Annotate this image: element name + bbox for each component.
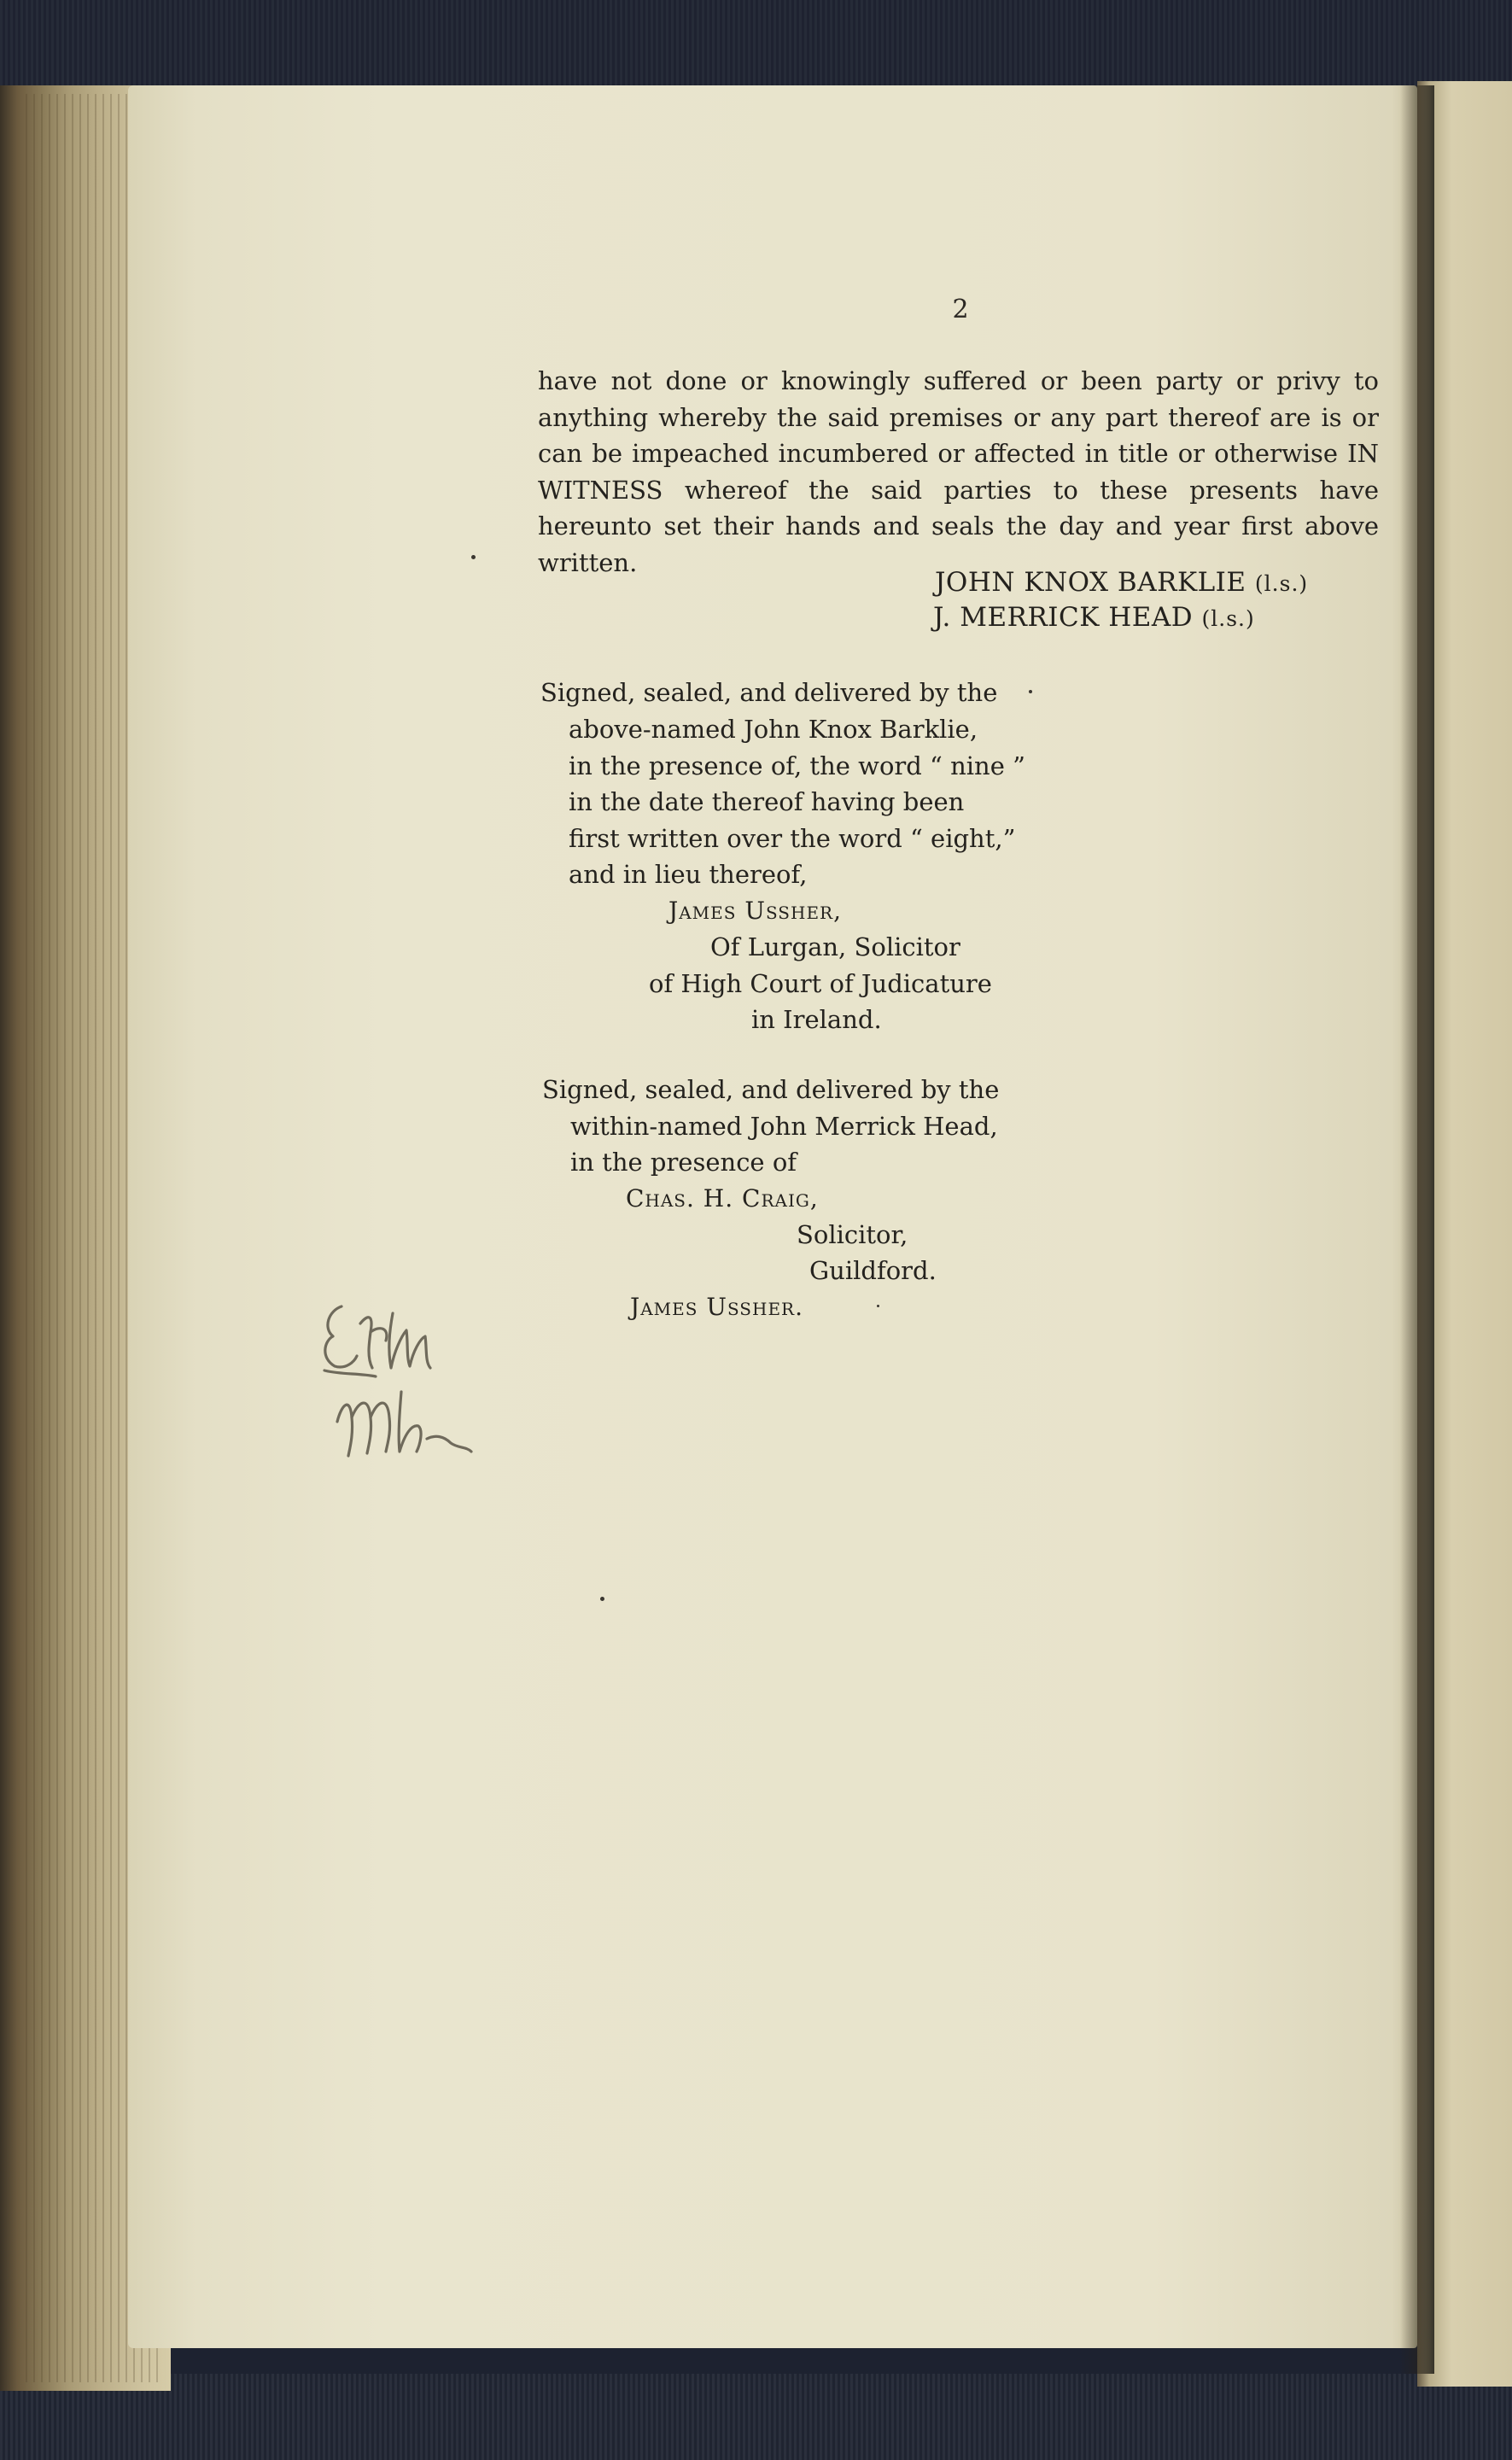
attestation-1-witness-detail-2: of High Court of Judicature <box>649 969 992 998</box>
signatory-1 <box>935 567 1308 598</box>
signatory-1-seal: (l.s.) <box>1254 571 1309 596</box>
attestation-2-line-3: in the presence of <box>570 1148 797 1177</box>
attestation-1-line-6: and in lieu thereof, <box>569 860 808 889</box>
closing-paragraph: have not done or knowingly suffered or been party or privy to anything whereby the said premises or any part thereof are is or can be impeached incumbered or affected in title or otherwise IN WITNESS whereof the said parties to these presents have hereunto set their hands and seals the day and year first above written. <box>538 366 1379 577</box>
attestation-2-second-witness: James Ussher. <box>630 1293 803 1321</box>
signatory-2-name: J. MERRICK HEAD <box>933 602 1194 633</box>
attestation-1-line-1: Signed, sealed, and delivered by the <box>540 678 998 707</box>
attestation-1-line-3: in the presence of, the word “ nine ” <box>569 751 1025 780</box>
attestation-2-line-2: within-named John Merrick Head, <box>570 1112 998 1141</box>
attestation-1-line-5: first written over the word “ eight,” <box>569 824 1016 853</box>
page-number: 2 <box>952 295 969 324</box>
book-gutter-shadow <box>1400 85 1434 2374</box>
attestation-2-witness-detail-1: Solicitor, <box>797 1220 908 1249</box>
signatory-2 <box>933 602 1255 633</box>
attestation-1-witness-detail-3: in Ireland. <box>751 1005 882 1034</box>
signatory-1-name: JOHN KNOX BARKLIE <box>935 567 1246 598</box>
attestation-2-witness-name: Chas. H. Craig, <box>626 1184 819 1212</box>
attestation-1-line-2: above-named John Knox Barklie, <box>569 715 978 744</box>
book-cover-top <box>0 0 1512 94</box>
ink-speck <box>600 1597 604 1601</box>
ink-speck <box>1029 690 1032 693</box>
ink-speck <box>471 555 476 559</box>
attestation-2-line-1: Signed, sealed, and delivered by the <box>542 1075 1000 1104</box>
ink-speck <box>877 1305 879 1307</box>
attestation-1-witness-detail-1: Of Lurgan, Solicitor <box>710 932 960 961</box>
attestation-1-witness-name: James Ussher, <box>668 897 842 925</box>
book-cover-bottom <box>0 2374 1512 2460</box>
attestation-1-line-4: in the date thereof having been <box>569 787 965 816</box>
handwritten-initials <box>307 1289 495 1486</box>
signatory-2-seal: (l.s.) <box>1201 606 1255 631</box>
attestation-2-witness-detail-2: Guildford. <box>809 1256 937 1285</box>
